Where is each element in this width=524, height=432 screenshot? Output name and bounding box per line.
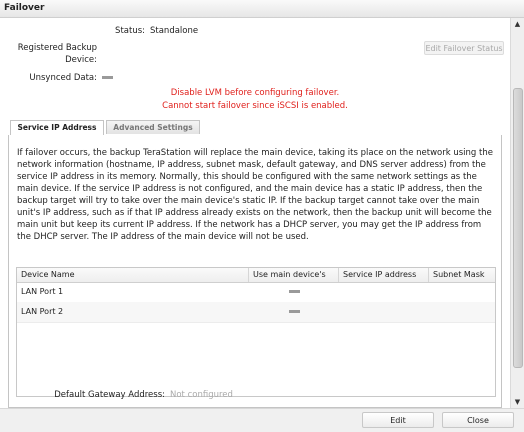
close-button[interactable]: Close <box>442 412 514 428</box>
table-header <box>17 268 495 283</box>
dash-icon <box>102 76 113 79</box>
edit-failover-status-button[interactable]: Edit Failover Status <box>424 41 504 55</box>
tab-strip <box>8 120 502 136</box>
dash-icon <box>289 310 300 313</box>
default-gateway-value: Not configured <box>170 390 233 400</box>
registered-backup-label-line1: Registered Backup <box>17 43 97 53</box>
column-service-ip-address[interactable]: Service IP address <box>339 268 429 282</box>
subnet-mask-cell <box>429 282 495 302</box>
scroll-thumb[interactable] <box>513 88 523 368</box>
unsynced-data-value <box>102 73 113 83</box>
use-main-device-cell <box>249 282 339 302</box>
default-gateway-label: Default Gateway Address: <box>54 390 165 400</box>
tab-advanced-settings[interactable]: Advanced Settings <box>106 120 200 134</box>
registered-backup-label-line2: Device: <box>65 55 97 65</box>
service-ip-cell <box>339 302 429 322</box>
unsynced-data-label: Unsynced Data: <box>29 73 97 83</box>
table-row[interactable] <box>17 282 495 303</box>
column-device-name[interactable]: Device Name <box>17 268 249 282</box>
column-use-main-device[interactable]: Use main device's <box>249 268 339 282</box>
device-name-cell: LAN Port 2 <box>21 307 64 316</box>
vertical-scrollbar[interactable] <box>510 18 524 408</box>
table-row[interactable] <box>17 302 495 323</box>
title-bar <box>0 0 524 18</box>
warning-iscsi: Cannot start failover since iSCSI is enabled. <box>162 101 348 111</box>
subnet-mask-cell <box>429 302 495 322</box>
column-subnet-mask[interactable]: Subnet Mask <box>433 270 485 279</box>
tab-service-ip-address[interactable]: Service IP Address <box>10 120 104 135</box>
status-label: Status: <box>115 26 145 36</box>
status-value: Standalone <box>150 26 199 36</box>
dash-icon <box>289 290 300 293</box>
scroll-down-icon[interactable]: ▼ <box>514 398 521 406</box>
footer-bar <box>0 408 524 432</box>
service-ip-cell <box>339 282 429 302</box>
warning-lvm: Disable LVM before configuring failover. <box>170 88 340 98</box>
service-ip-table <box>16 267 496 397</box>
tab-panel <box>8 135 502 408</box>
device-name-cell: LAN Port 1 <box>21 287 64 296</box>
edit-button[interactable]: Edit <box>362 412 434 428</box>
scroll-up-icon[interactable]: ▲ <box>514 20 521 28</box>
use-main-device-cell <box>249 302 339 322</box>
failover-description: If failover occurs, the backup TeraStation will replace the main device, taking its place on the network using the network information (hostname, IP address, subnet mask, default gateway, and DNS server address) from the service IP address in its memory. Normally, this should be configured with the same network settings as the main device. If the service IP address is not configured, and the main device has a static IP address, then the backup target will try to take over the main device's static IP. If the backup target cannot take over the main unit's IP address, such as if that IP address already exists on the network, then the backup unit will become the main unit but keep its current IP address. If the network has a DHCP server, you may get the IP address from the DHCP server. The IP address of the main device will not be used. <box>17 148 493 242</box>
content-area <box>0 18 510 408</box>
window-title: Failover <box>4 3 45 13</box>
